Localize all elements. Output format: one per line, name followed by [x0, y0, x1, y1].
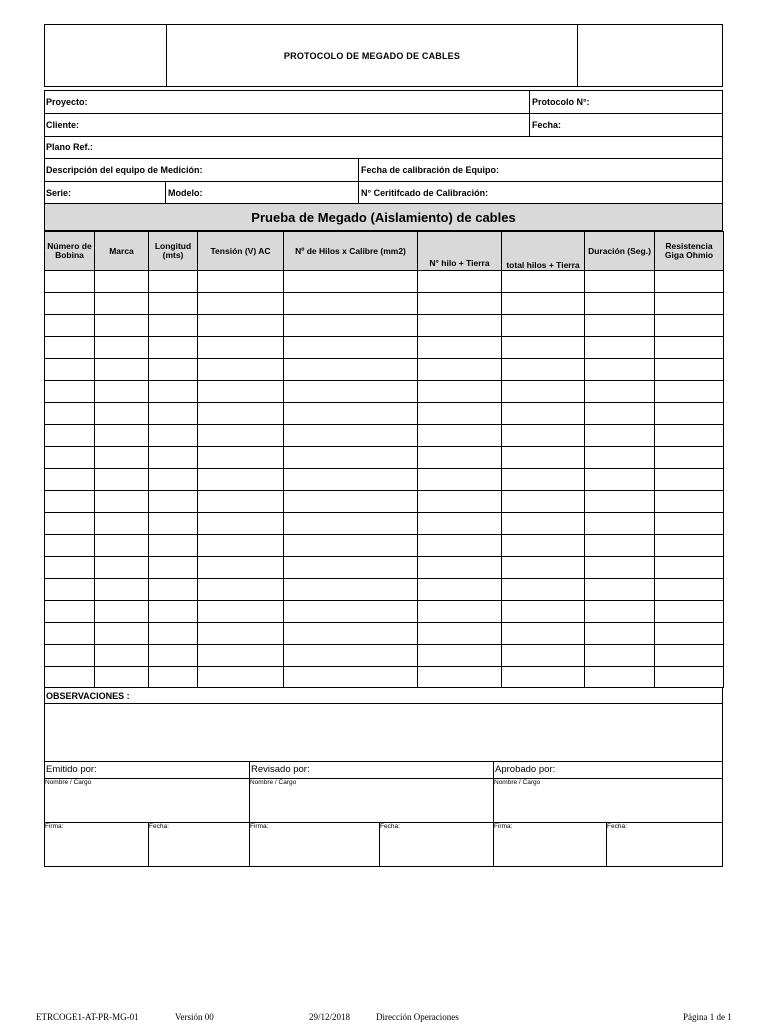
table-cell[interactable]: [95, 513, 149, 535]
table-cell[interactable]: [95, 271, 149, 293]
table-row: [45, 645, 724, 667]
table-row: [45, 403, 724, 425]
table-cell[interactable]: [198, 469, 284, 491]
table-cell[interactable]: [502, 337, 585, 359]
table-cell[interactable]: [95, 293, 149, 315]
table-cell[interactable]: [284, 293, 418, 315]
table-cell[interactable]: [149, 403, 198, 425]
table-cell[interactable]: [502, 359, 585, 381]
table-cell[interactable]: [95, 447, 149, 469]
col-header-duracion: Duración (Seg.): [585, 232, 655, 271]
revisado-fecha-label: Fecha:: [380, 823, 400, 830]
table-cell[interactable]: [655, 381, 724, 403]
table-cell[interactable]: [585, 491, 655, 513]
table-cell[interactable]: [198, 491, 284, 513]
table-row: [45, 623, 724, 645]
descripcion-equipo-label: Descripción del equipo de Medición:: [46, 164, 203, 175]
table-cell[interactable]: [502, 667, 585, 688]
table-cell[interactable]: [284, 447, 418, 469]
table-cell[interactable]: [502, 425, 585, 447]
table-cell[interactable]: [418, 359, 502, 381]
table-cell[interactable]: [45, 535, 95, 557]
table-cell[interactable]: [198, 447, 284, 469]
table-cell[interactable]: [502, 491, 585, 513]
table-row: [45, 447, 724, 469]
col-header-marca: Marca: [95, 232, 149, 271]
table-cell[interactable]: [655, 513, 724, 535]
table-cell[interactable]: [45, 469, 95, 491]
table-cell[interactable]: [655, 579, 724, 601]
table-cell[interactable]: [45, 337, 95, 359]
aprobado-firma-label: Firma:: [494, 823, 513, 830]
table-cell[interactable]: [198, 645, 284, 667]
plano-ref-label: Plano Ref.:: [46, 142, 94, 152]
table-row: [45, 667, 724, 688]
table-cell[interactable]: [502, 403, 585, 425]
table-cell[interactable]: [95, 315, 149, 337]
table-row: [45, 601, 724, 623]
aprobado-nombre-cargo-label: Nombre / Cargo: [494, 779, 541, 786]
table-cell[interactable]: [502, 315, 585, 337]
table-cell[interactable]: [149, 601, 198, 623]
revisado-por-label: Revisado por:: [251, 764, 310, 775]
table-cell[interactable]: [284, 623, 418, 645]
cliente-label: Cliente:: [46, 119, 80, 130]
table-row: [45, 557, 724, 579]
table-cell[interactable]: [418, 601, 502, 623]
table-cell[interactable]: [284, 337, 418, 359]
table-cell[interactable]: [45, 403, 95, 425]
table-cell[interactable]: [418, 337, 502, 359]
table-row: [45, 469, 724, 491]
table-cell[interactable]: [284, 579, 418, 601]
table-cell[interactable]: [45, 271, 95, 293]
table-cell[interactable]: [418, 315, 502, 337]
table-cell[interactable]: [198, 315, 284, 337]
table-cell[interactable]: [198, 579, 284, 601]
table-cell[interactable]: [655, 293, 724, 315]
table-row: [45, 381, 724, 403]
test-table-header: [45, 232, 724, 271]
table-cell[interactable]: [149, 579, 198, 601]
table-cell[interactable]: [585, 425, 655, 447]
table-cell[interactable]: [95, 425, 149, 447]
emitido-por-label: Emitido por:: [46, 764, 97, 775]
table-cell[interactable]: [284, 535, 418, 557]
table-cell[interactable]: [502, 579, 585, 601]
table-cell[interactable]: [45, 667, 95, 688]
table-row: [45, 315, 724, 337]
col-header-resistencia: Resistencia Giga Ohmio: [655, 232, 724, 271]
table-row: [45, 579, 724, 601]
table-cell[interactable]: [45, 579, 95, 601]
test-table: [44, 231, 724, 688]
table-cell[interactable]: [45, 381, 95, 403]
table-cell[interactable]: [418, 293, 502, 315]
col-header-numero-bobina: Número de Bobina: [45, 232, 95, 271]
table-row: [45, 491, 724, 513]
table-cell[interactable]: [45, 557, 95, 579]
table-cell[interactable]: [45, 425, 95, 447]
aprobado-por-label: Aprobado por:: [495, 764, 556, 775]
header-logo-cell: [44, 24, 167, 87]
col-header-longitud: Longitud (mts): [149, 232, 198, 271]
table-cell[interactable]: [149, 337, 198, 359]
footer-date: 29/12/2018: [309, 1012, 351, 1022]
emitido-fecha-label: Fecha:: [149, 823, 169, 830]
observaciones-label: OBSERVACIONES :: [46, 690, 130, 701]
table-cell[interactable]: [585, 315, 655, 337]
col-header-hilo-tierra: N° hilo + Tierra: [418, 232, 502, 271]
table-cell[interactable]: [198, 359, 284, 381]
table-cell[interactable]: [284, 271, 418, 293]
table-cell[interactable]: [655, 557, 724, 579]
table-cell[interactable]: [149, 667, 198, 688]
fecha-calibracion-label: Fecha de calibración de Equipo:: [361, 164, 500, 175]
footer-page-number: Página 1 de 1: [683, 1012, 732, 1022]
table-cell[interactable]: [502, 513, 585, 535]
table-cell[interactable]: [284, 513, 418, 535]
table-cell[interactable]: [149, 293, 198, 315]
table-cell[interactable]: [45, 491, 95, 513]
table-row: [45, 535, 724, 557]
table-cell[interactable]: [585, 667, 655, 688]
aprobado-fecha-label: Fecha:: [607, 823, 627, 830]
table-cell[interactable]: [418, 535, 502, 557]
table-cell[interactable]: [502, 271, 585, 293]
table-cell[interactable]: [149, 425, 198, 447]
table-cell[interactable]: [284, 557, 418, 579]
table-cell[interactable]: [418, 491, 502, 513]
table-cell[interactable]: [149, 381, 198, 403]
serie-label: Serie:: [46, 187, 72, 198]
table-cell[interactable]: [585, 271, 655, 293]
table-cell[interactable]: [585, 381, 655, 403]
modelo-label: Modelo:: [168, 187, 203, 198]
table-cell[interactable]: [585, 535, 655, 557]
table-cell[interactable]: [95, 381, 149, 403]
certificado-calibracion-label: N° Ceritifcado de Calibración:: [361, 187, 489, 198]
table-cell[interactable]: [284, 359, 418, 381]
table-cell[interactable]: [585, 293, 655, 315]
table-cell[interactable]: [95, 359, 149, 381]
col-header-total-hilos-tierra: total hilos + Tierra: [502, 232, 585, 271]
table-cell[interactable]: [655, 447, 724, 469]
footer-document-code: ETRCOGE1-AT-PR-MG-01: [36, 1012, 139, 1022]
table-cell[interactable]: [149, 645, 198, 667]
table-cell[interactable]: [655, 645, 724, 667]
table-cell[interactable]: [149, 447, 198, 469]
col-header-hilos-calibre: Nº de Hilos x Calibre (mm2): [284, 232, 418, 271]
table-cell[interactable]: [418, 667, 502, 688]
table-cell[interactable]: [418, 447, 502, 469]
table-cell[interactable]: [418, 623, 502, 645]
table-cell[interactable]: [502, 469, 585, 491]
table-cell[interactable]: [95, 535, 149, 557]
emitido-nombre-cargo-label: Nombre / Cargo: [45, 779, 92, 786]
table-cell[interactable]: [502, 601, 585, 623]
table-cell[interactable]: [284, 667, 418, 688]
table-cell[interactable]: [45, 623, 95, 645]
revisado-nombre-cargo-label: Nombre / Cargo: [250, 779, 297, 786]
table-cell[interactable]: [585, 513, 655, 535]
table-cell[interactable]: [585, 601, 655, 623]
revisado-firma-label: Firma:: [250, 823, 269, 830]
table-cell[interactable]: [198, 513, 284, 535]
table-cell[interactable]: [149, 535, 198, 557]
table-cell[interactable]: [655, 623, 724, 645]
table-cell[interactable]: [418, 425, 502, 447]
table-cell[interactable]: [655, 271, 724, 293]
table-cell[interactable]: [655, 337, 724, 359]
table-cell[interactable]: [418, 403, 502, 425]
table-cell[interactable]: [585, 645, 655, 667]
proyecto-label: Proyecto:: [46, 96, 88, 107]
table-cell[interactable]: [45, 293, 95, 315]
table-cell[interactable]: [284, 425, 418, 447]
table-cell[interactable]: [655, 403, 724, 425]
table-row: [45, 293, 724, 315]
table-cell[interactable]: [198, 535, 284, 557]
table-cell[interactable]: [95, 469, 149, 491]
table-cell[interactable]: [585, 403, 655, 425]
table-cell[interactable]: [418, 381, 502, 403]
table-cell[interactable]: [198, 271, 284, 293]
table-cell[interactable]: [45, 315, 95, 337]
table-cell[interactable]: [284, 645, 418, 667]
table-row: [45, 513, 724, 535]
table-cell[interactable]: [95, 667, 149, 688]
table-cell[interactable]: [149, 623, 198, 645]
table-cell[interactable]: [655, 667, 724, 688]
table-cell[interactable]: [502, 557, 585, 579]
table-cell[interactable]: [95, 623, 149, 645]
table-cell[interactable]: [198, 381, 284, 403]
table-cell[interactable]: [418, 271, 502, 293]
table-cell[interactable]: [655, 469, 724, 491]
table-cell[interactable]: [149, 513, 198, 535]
table-cell[interactable]: [95, 601, 149, 623]
table-cell[interactable]: [45, 513, 95, 535]
observaciones-divider: [44, 703, 723, 704]
table-cell[interactable]: [655, 359, 724, 381]
table-row: [45, 359, 724, 381]
table-cell[interactable]: [149, 315, 198, 337]
table-cell[interactable]: [418, 579, 502, 601]
table-cell[interactable]: [95, 403, 149, 425]
table-cell[interactable]: [198, 337, 284, 359]
table-cell[interactable]: [45, 645, 95, 667]
fecha-label: Fecha:: [532, 119, 562, 130]
table-cell[interactable]: [655, 425, 724, 447]
table-cell[interactable]: [45, 359, 95, 381]
table-cell[interactable]: [284, 469, 418, 491]
document-title: PROTOCOLO DE MEGADO DE CABLES: [283, 50, 461, 61]
table-cell[interactable]: [149, 359, 198, 381]
table-cell[interactable]: [585, 557, 655, 579]
emitido-firma-label: Firma:: [45, 823, 64, 830]
table-cell[interactable]: [284, 491, 418, 513]
header-right-cell: [577, 24, 723, 87]
col-header-tension: Tensión (V) AC: [198, 232, 284, 271]
table-cell[interactable]: [502, 645, 585, 667]
table-cell[interactable]: [149, 491, 198, 513]
table-cell[interactable]: [284, 315, 418, 337]
test-section-title: Prueba de Megado (Aislamiento) de cables: [44, 204, 723, 231]
table-cell[interactable]: [655, 535, 724, 557]
table-cell[interactable]: [418, 645, 502, 667]
table-cell[interactable]: [95, 557, 149, 579]
table-cell[interactable]: [198, 667, 284, 688]
table-cell[interactable]: [655, 491, 724, 513]
table-cell[interactable]: [502, 535, 585, 557]
table-cell[interactable]: [585, 579, 655, 601]
table-cell[interactable]: [502, 447, 585, 469]
table-cell[interactable]: [655, 601, 724, 623]
table-cell[interactable]: [585, 447, 655, 469]
table-cell[interactable]: [418, 469, 502, 491]
footer-version: Versión 00: [175, 1012, 214, 1022]
table-cell[interactable]: [198, 425, 284, 447]
table-cell[interactable]: [585, 623, 655, 645]
footer-department: Dirección Operaciones: [376, 1012, 459, 1022]
table-cell[interactable]: [149, 271, 198, 293]
table-cell[interactable]: [284, 601, 418, 623]
table-row: [45, 337, 724, 359]
table-cell[interactable]: [284, 403, 418, 425]
table-cell[interactable]: [45, 447, 95, 469]
table-cell[interactable]: [198, 293, 284, 315]
table-cell[interactable]: [198, 557, 284, 579]
table-cell[interactable]: [45, 601, 95, 623]
table-cell[interactable]: [585, 469, 655, 491]
table-cell[interactable]: [284, 381, 418, 403]
table-cell[interactable]: [95, 337, 149, 359]
table-cell[interactable]: [149, 557, 198, 579]
table-cell[interactable]: [95, 645, 149, 667]
table-cell[interactable]: [418, 557, 502, 579]
table-row: [45, 425, 724, 447]
table-cell[interactable]: [502, 623, 585, 645]
table-cell[interactable]: [95, 491, 149, 513]
table-cell[interactable]: [149, 469, 198, 491]
table-cell[interactable]: [198, 601, 284, 623]
protocolo-label: Protocolo N°:: [532, 96, 590, 107]
table-row: [45, 271, 724, 293]
table-cell[interactable]: [655, 315, 724, 337]
test-table-body: [45, 271, 724, 688]
table-cell[interactable]: [418, 513, 502, 535]
table-cell[interactable]: [585, 337, 655, 359]
table-cell[interactable]: [502, 293, 585, 315]
table-cell[interactable]: [502, 381, 585, 403]
table-cell[interactable]: [585, 359, 655, 381]
table-cell[interactable]: [198, 403, 284, 425]
table-cell[interactable]: [198, 623, 284, 645]
table-cell[interactable]: [95, 579, 149, 601]
